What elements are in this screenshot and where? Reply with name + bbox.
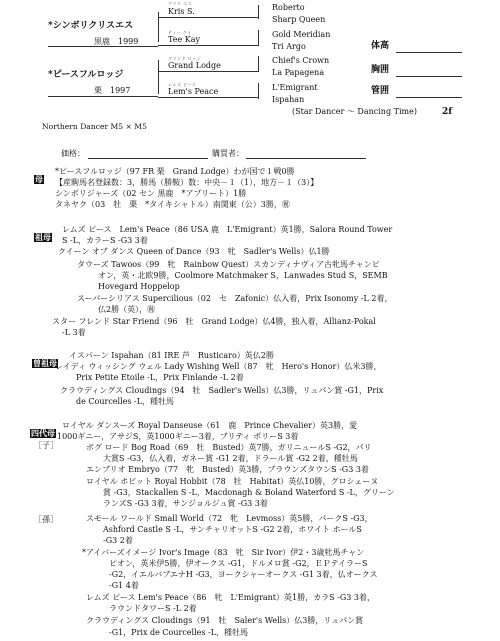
ss-ruby: クリス エス bbox=[168, 1, 193, 6]
g1-line-4: オン，英・北欧9勝，Coolmore Matchmaker S，Lanwades Stud S，SEMB bbox=[98, 271, 388, 280]
g3-line-16: ラウンドタワーS -L 2着 bbox=[109, 604, 197, 613]
g3-line-11: *アイバーズイメージ Ivor's Image（83 牝 Sir Ivor）伊2・3歳牝馬チャン bbox=[82, 548, 365, 557]
g3-line-5: ロイヤル ホビット Royal Hobbit（78 牡 Habitat）英仏10勝，グロシェーヌ bbox=[86, 477, 379, 486]
g1-line-7: 仏2勝（英），㊗ bbox=[98, 305, 156, 314]
sd-name: Tee Kay bbox=[168, 35, 200, 44]
cannon-label: 管囲 bbox=[371, 86, 390, 96]
g3-line-6: 賞 -G3，Stackallen S -L，Macdonagh & Boland Waterford S -L，グリーン bbox=[103, 488, 395, 497]
g1-line-6: スーパーシリアス Supercilious（02 セ Zafonic）仏入着，Prix Isonomy -L 2着， bbox=[77, 294, 393, 303]
g2-line-1: レイディ ウィッシング ウェル Lady Wishing Well（87 牝 Hero's Honor）仏米3勝， bbox=[55, 362, 382, 371]
g1-line-9: -L 3着 bbox=[62, 328, 86, 337]
inbreed-size: 2f bbox=[442, 107, 453, 117]
g3-line-7: ランズS -G3 3着，サンジョルジュ賞 -G3 3着 bbox=[103, 499, 268, 508]
g1-line-1: S -L，カラーS -G3 3着 bbox=[62, 236, 148, 245]
g3-line-14: -G1 4着 bbox=[109, 581, 139, 590]
sire-name: *シンボリクリスエス bbox=[48, 21, 134, 31]
g3-line-3: 大賞S -G3，仏入着，ガネー賞 -G1 2着，ドラール賞 -G2 2着，種牡馬 bbox=[103, 454, 358, 463]
dam-line-0: *ピースフルロッジ（97 FR 栗 Grand Lodge）わが国で１戦0勝 bbox=[55, 167, 295, 176]
g2-line-3: クラウディングス Cloudings（94 牡 Sadler's Wells）仏3勝，リュパン賞 -G1，Prix bbox=[60, 386, 384, 395]
cross-note: Northern Dancer M5 × M5 bbox=[42, 122, 147, 131]
g4-6: L'Emigrant bbox=[272, 83, 318, 92]
g3-line-4: エンブリオ Embryo（77 牝 Busted）英3勝，ブラウンズタウンS -G3 3着 bbox=[86, 465, 369, 474]
dam-name: *ピースフルロッジ bbox=[48, 70, 124, 80]
ss-name: Kris S. bbox=[168, 7, 195, 16]
g3-line-0: ロイヤル ダンスーズ Royal Danseuse（61 鹿 Prince Chevalier）英3勝，愛 bbox=[62, 421, 358, 430]
sire-meta: 黒鹿 1999 bbox=[94, 37, 139, 46]
g2-section-title: 曽祖母 bbox=[33, 359, 57, 368]
dam-line-1: 【産駒馬名登録数：3，勝馬（勝鞍）数：中央－１（1），地方－１（3）】 bbox=[55, 178, 319, 187]
chest-label: 胸囲 bbox=[371, 65, 390, 75]
g2-line-4: de Courcelles -L，種牡馬 bbox=[76, 397, 175, 406]
dam-section-title: 母 bbox=[35, 175, 43, 184]
sd-ruby: ティー ケイ bbox=[168, 30, 192, 35]
g4-0: Roberto bbox=[272, 3, 305, 12]
g3-line-1: 1000ギニー，アサジS，英1000ギニー3着，ブリティ ポリーS 3着 bbox=[57, 432, 299, 441]
g4-4: Chief's Crown bbox=[272, 56, 330, 65]
dd-name: Lem's Peace bbox=[168, 87, 219, 96]
dam-line-3: タネヤク（03 牡 栗 *タイキシャトル）南関東（公）3勝，㊗ bbox=[55, 200, 290, 209]
dd-ruby: レムズ ピース bbox=[168, 82, 197, 87]
g3-line-9: Ashford Castle S -L，サンチャリオットS -G2 2着，ホワイト ホールS bbox=[103, 525, 362, 534]
buyer-label: 購買者： bbox=[212, 149, 244, 158]
g4-2: Gold Meridian bbox=[272, 30, 331, 39]
ds-ruby: グランド ロッジ bbox=[168, 56, 202, 61]
bracket-child: ［子］ bbox=[34, 441, 58, 450]
ds-name: Grand Lodge bbox=[168, 61, 221, 70]
g2-line-0: イスパーン Ispahan（81 IRE 芦 Rusticaro）英仏2勝 bbox=[69, 351, 274, 360]
g3-line-10: -G3 2着 bbox=[103, 536, 133, 545]
g1-section-title: 祖母 bbox=[35, 233, 51, 242]
g2-line-2: Prix Petite Etoile -L，Prix Finlande -L 2着 bbox=[76, 373, 244, 382]
g3-line-18: -G1，Prix de Courcelles -L，種牡馬 bbox=[109, 628, 249, 637]
g4-1: Sharp Queen bbox=[272, 15, 326, 24]
inbreed-note: (Star Dancer ～ Dancing Time) bbox=[292, 107, 417, 116]
g4-7: Ispahan bbox=[272, 95, 305, 104]
g4-3: Tri Argo bbox=[272, 42, 306, 51]
bracket-grand: ［孫］ bbox=[34, 515, 58, 524]
g1-line-2: クイーン オブ ダンス Queen of Dance（93 牝 Sadler's Wells）仏1勝 bbox=[58, 247, 330, 256]
g3-line-13: -G2，イエルバブエナH -G3，ヨークシャーオークス -G1 3着，仏オークス bbox=[109, 570, 378, 579]
g4-5: La Papagena bbox=[272, 68, 325, 77]
g3-line-8: スモール ワールド Small World（72 牝 Levmoss）英5勝，パークS -G3， bbox=[86, 514, 373, 523]
g3-line-17: クラウディングス Cloudings（91 牡 Saler's Wells）仏3勝，リュパン賞 bbox=[86, 616, 364, 625]
g1-line-0: レムズ ピース Lem's Peace（86 USA 鹿 L'Emigrant）英1勝，Salora Round Tower bbox=[62, 225, 393, 234]
g3-line-12: ピオン，英米伊5勝，伊オークス -G1，ドルメロ賞 -G2，ＥＰテイラーS bbox=[109, 559, 368, 568]
height-label: 体高 bbox=[371, 41, 390, 51]
price-label: 価格： bbox=[61, 149, 85, 158]
g3-line-2: ボグ ロード Bog Road（69 牡 Busted）英7勝，ガリニュールS -G2，パリ bbox=[86, 443, 372, 452]
dam-line-2: シンボリジャーズ（02 セン 黒鹿 *アプリート）1勝 bbox=[55, 189, 247, 198]
g3-line-15: レムズ ピース Lem's Peace（86 牝 L'Emigrant）英1勝，カラS -G3 3着， bbox=[86, 593, 375, 602]
dam-meta: 栗 1997 bbox=[94, 86, 131, 95]
g1-line-3: タウーズ Tawoos（99 牝 Rainbow Quest）スカンディナヴィア古牝馬チャンピ bbox=[77, 260, 380, 269]
g1-line-5: Hovegard Hoppelop bbox=[98, 282, 180, 291]
g3-section-title: 四代母 bbox=[31, 429, 55, 438]
g1-line-8: スター フレンド Star Friend（96 牡 Grand Lodge）仏4勝，独入着，Allianz-Pokal bbox=[52, 317, 376, 326]
